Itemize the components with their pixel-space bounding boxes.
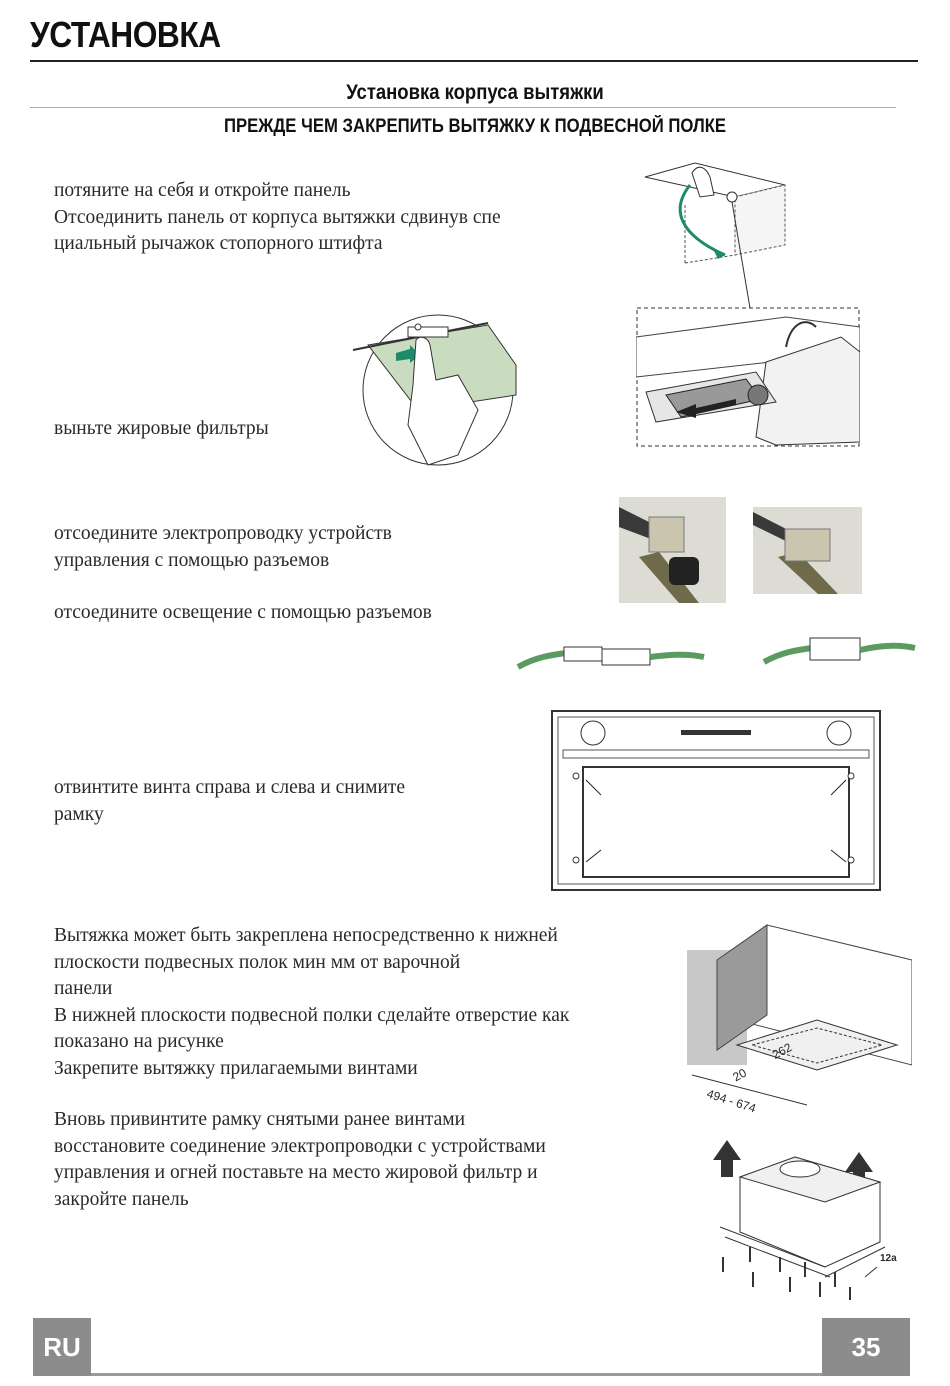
dim-depth-label: 262 bbox=[769, 1040, 795, 1062]
dim-edge-label: 20 bbox=[730, 1065, 749, 1085]
section-heading: Установка корпуса вытяжки bbox=[346, 81, 604, 104]
light-connector-disconnected bbox=[516, 635, 706, 675]
frame-screws-diagram bbox=[551, 710, 881, 891]
dim-width-label: 494 - 674 bbox=[705, 1086, 758, 1116]
step-open-panel: потяните на себя и откройте панель Отсоединить панель от корпуса вытяжки сдвинув спе циальный рычажок стопорного штифта bbox=[54, 180, 501, 254]
page-footer bbox=[33, 1318, 910, 1376]
callout-line bbox=[730, 200, 755, 310]
subsection-heading: ПРЕЖДЕ ЧЕМ ЗАКРЕПИТЬ ВЫТЯЖКУ К ПОДВЕСНОЙ ПОЛКЕ bbox=[223, 116, 727, 137]
hood-mounting-screws-diagram bbox=[705, 1132, 900, 1302]
step-disconnect-controls: отсоедините электропроводку устройств управления с помощью разъемов bbox=[54, 523, 392, 571]
filter-removal-illustration bbox=[348, 305, 523, 470]
controls-connector-photo-2 bbox=[753, 507, 862, 594]
step-remove-filters: выньте жировые фильтры bbox=[54, 418, 269, 439]
light-connector-connected bbox=[762, 630, 917, 670]
language-badge: RU bbox=[33, 1318, 91, 1376]
page-title: УСТАНОВКА bbox=[30, 14, 221, 55]
title-divider bbox=[30, 60, 918, 62]
page-number: 35 bbox=[822, 1318, 910, 1376]
panel-open-illustration bbox=[640, 155, 790, 270]
section-divider bbox=[30, 107, 896, 108]
step-mount: Вытяжка может быть закреплена непосредственно к нижней плоскости подвесных полок мин мм от варочной панели В нижней плоскости подвесной полки сделайте отверстие как показано на рисунке Закрепите вытяжку прилагаемыми винтами bbox=[54, 925, 570, 1079]
footer-rule bbox=[91, 1373, 822, 1376]
figure-reference-label: 12a bbox=[880, 1253, 897, 1264]
step-reassemble: Вновь привинтите рамку снятыми ранее винтами восстановите соединение электропроводки с устройствами управления и огней поставьте на место жировой фильтр и закройте панель bbox=[54, 1109, 546, 1210]
step-disconnect-lights: отсоедините освещение с помощью разъемов bbox=[54, 602, 432, 623]
step-remove-frame: отвинтите винта справа и слева и снимите рамку bbox=[54, 777, 406, 825]
latch-detail-illustration bbox=[636, 307, 860, 447]
controls-connector-photo-1 bbox=[619, 497, 726, 603]
